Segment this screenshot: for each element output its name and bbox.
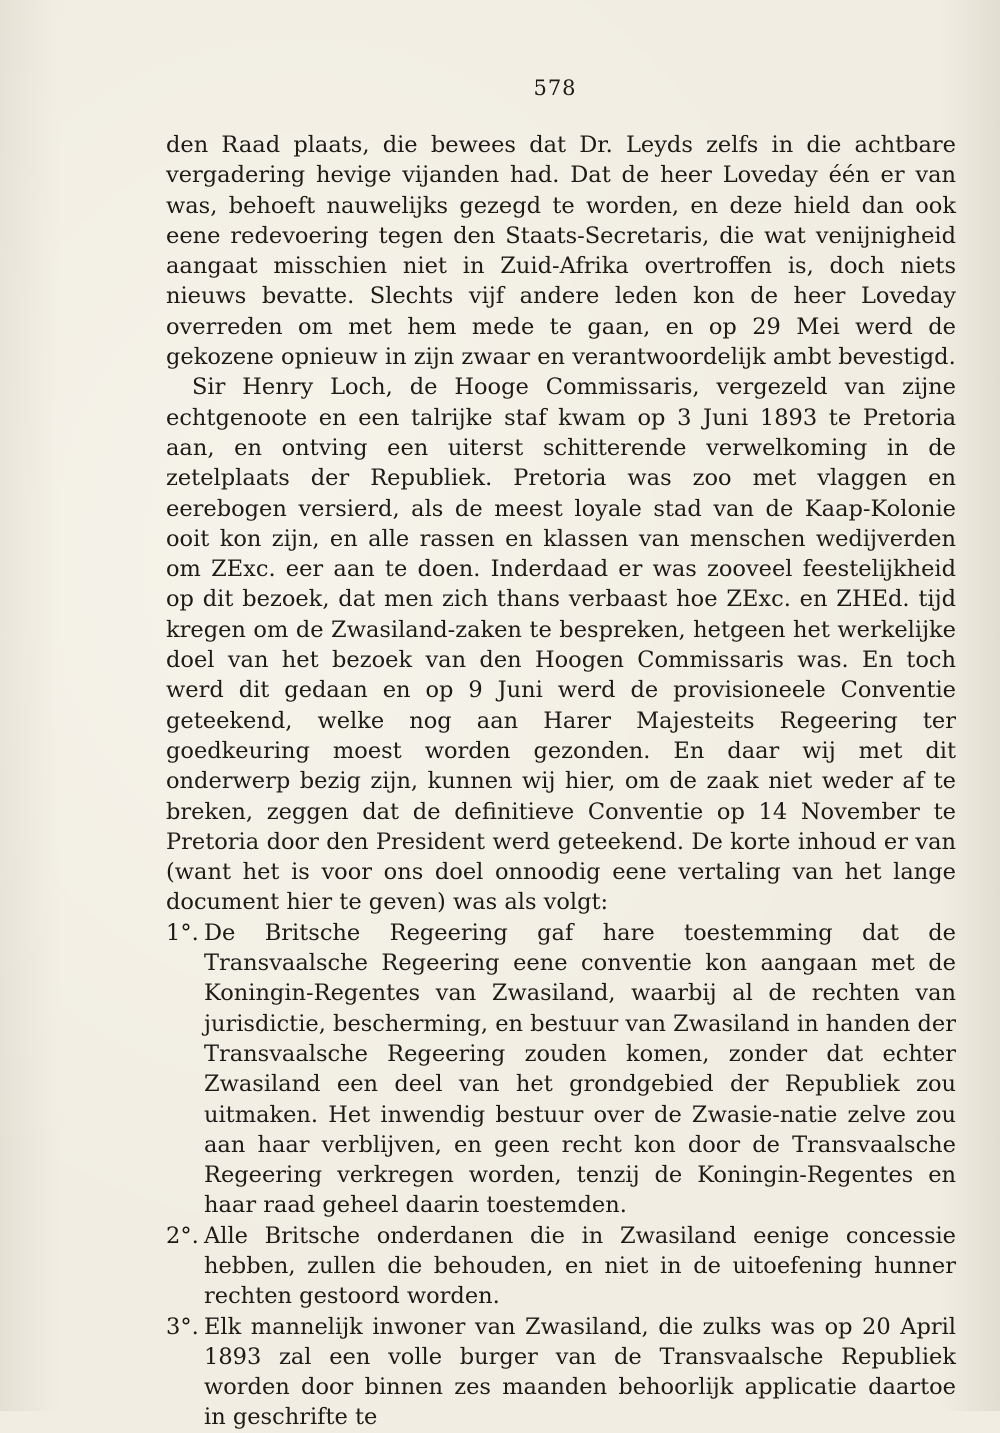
list-item-text: Elk mannelijk inwoner van Zwasiland, die zulks was op 20 April 1893 zal een volle burger van de Transvaalsche Republiek worden door binnen zes maanden behoorlijk applicatie daartoe in geschrifte te [204, 1313, 956, 1431]
paragraph-1: den Raad plaats, die bewees dat Dr. Leyds zelfs in die achtbare vergadering hevige vijanden had. Dat de heer Loveday één er van was, behoeft nauwelijks gezegd te worden, en deze hield dan ook eene redevoering tegen den Staats-Secretaris, die wat venijnigheid aangaat misschien niet in Zuid-Afrika overtroffen is, doch niets nieuws bevatte. Slechts vijf andere leden kon de heer Loveday overreden om met hem mede te gaan, en op 29 Mei werd de gekozene opnieuw in zijn zwaar en verantwoordelijk ambt bevestigd. [166, 132, 956, 371]
page-number: 578 [533, 76, 577, 100]
convention-list [166, 918, 956, 1433]
list-marker: 3°. [166, 1313, 199, 1340]
list-item [166, 1221, 956, 1312]
list-marker: 2°. [166, 1222, 199, 1249]
list-marker: 1°. [166, 919, 199, 946]
list-item [166, 918, 956, 1221]
list-item-text: De Britsche Regeering gaf hare toestemming dat de Transvaalsche Regeering eene conventie kon aangaan met de Koningin-Regentes van Zwasiland, waarbij al de rechten van jurisdictie, bescherming, en bestuur van Zwasiland in handen der Transvaalsche Regeering zouden komen, zonder dat echter Zwasiland een deel van het grondgebied der Republiek zou uitmaken. Het inwendig bestuur over de Zwasie-natie zelve zou aan haar verblijven, en geen recht kon door de Transvaalsche Regeering verkregen worden, tenzij de Koningin-Regentes en haar raad geheel daarin toestemden. [204, 919, 956, 1219]
body-text [166, 130, 956, 1433]
list-item [166, 1312, 956, 1433]
list-item-text: Alle Britsche onderdanen die in Zwasiland eenige concessie hebben, zullen die behouden, en niet in de uitoefening hunner rechten gestoord worden. [204, 1222, 956, 1310]
paragraph-2: Sir Henry Loch, de Hooge Commissaris, vergezeld van zijne echtgenoote en een talrijke staf kwam op 3 Juni 1893 te Pretoria aan, en ontving een uiterst schitterende verwelkoming in de zetelplaats der Republiek. Pretoria was zoo met vlaggen en eerebogen versierd, als de meest loyale stad van de Kaap-Kolonie ooit kon zijn, en alle rassen en klassen van menschen wedijverden om ZExc. eer aan te doen. Inderdaad er was zooveel feestelijkheid op dit bezoek, dat men zich thans verbaast hoe ZExc. en ZHEd. tijd kregen om de Zwasiland-zaken te bespreken, hetgeen het werkelijke doel van het bezoek van den Hoogen Commissaris was. En toch werd dit gedaan en op 9 Juni werd de provisioneele Conventie geteekend, welke nog aan Harer Majesteits Regeering ter goedkeuring moest worden gezonden. En daar wij met dit onderwerp bezig zijn, kunnen wij hier, om de zaak niet weder af te breken, zeggen dat de definitieve Conventie op 14 November te Pretoria door den President werd geteekend. De korte inhoud er van (want het is voor ons doel onnoodig eene vertaling van het lange document hier te geven) was als volgt: [166, 374, 956, 916]
